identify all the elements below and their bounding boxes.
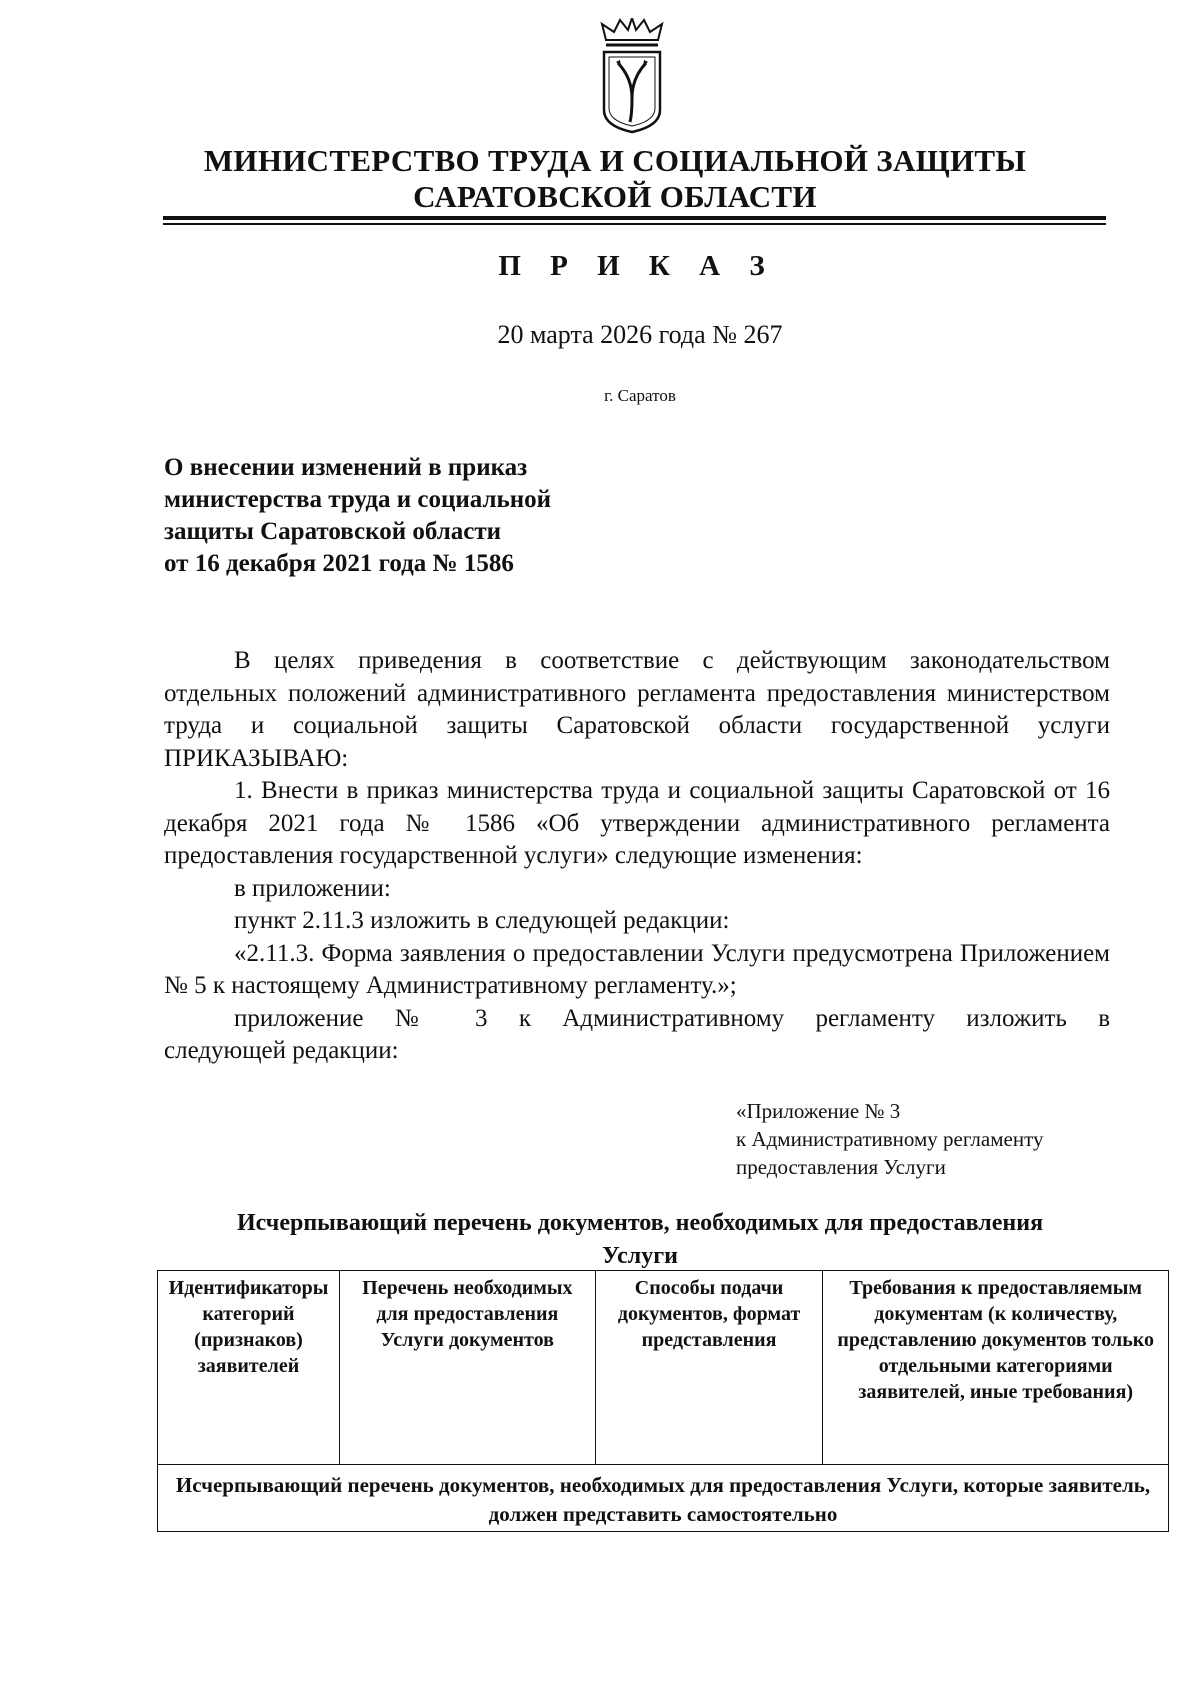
document-date-number: 20 марта 2026 года № 267 — [497, 320, 783, 349]
body-paragraph: пункт 2.11.3 изложить в следующей редакции: — [234, 907, 730, 934]
body-paragraph: «2.11.3. Форма заявления о предоставлении Услуги предусмотрена Приложением № 5 к настоящему Административному регламенту.»; — [164, 939, 1110, 999]
ministry-name-line1: МИНИСТЕРСТВО ТРУДА И СОЦИАЛЬНОЙ ЗАЩИТЫ — [203, 143, 1027, 178]
subject-line: О внесении изменений в приказ — [164, 454, 528, 481]
document-type: П Р И К А З — [498, 250, 776, 282]
body-paragraph: В целях приведения в соответствие с действующим законодательством отдельных положений административного регламента предоставления министерством труда и социальной защиты Саратовской области государственной услуги ПРИКАЗЫВАЮ: — [164, 647, 1110, 772]
appendix-line: к Административному регламенту — [736, 1127, 1044, 1151]
table-header-cell: Требования к предоставляемым документам (к количеству, представлению документов только отдельными категориями заявителей, иные требования) — [823, 1271, 1169, 1465]
table-header-cell: Перечень необходимых для предоставления Услуги документов — [339, 1271, 595, 1465]
subject-line: министерства труда и социальной — [164, 486, 552, 513]
table-section-cell: Исчерпывающий перечень документов, необходимых для предоставления Услуги, которые заявитель, должен представить самостоятельно — [158, 1465, 1169, 1532]
table-header-cell: Идентификаторы категорий (признаков) заявителей — [158, 1271, 340, 1465]
table-header-cell: Способы подачи документов, формат представления — [595, 1271, 823, 1465]
table-header-row — [158, 1271, 1169, 1465]
document-subject — [164, 452, 724, 580]
documents-table — [157, 1270, 1169, 1532]
body-paragraph: приложение № 3 к Административному регламенту изложить в — [234, 1004, 1110, 1032]
subject-line: защиты Саратовской области — [164, 518, 502, 545]
appendix-reference — [736, 1097, 1043, 1181]
body-paragraph: 1. Внести в приказ министерства труда и социальной защиты Саратовской от 16 декабря 2021 года № 1586 «Об утверждении административного регламента предоставления государственной услуги» следующие изменения: — [164, 777, 1110, 869]
table-title: Исчерпывающий перечень документов, необходимых для предоставления Услуги — [236, 1210, 1044, 1269]
ministry-name-line2: САРАТОВСКОЙ ОБЛАСТИ — [413, 179, 817, 214]
body-paragraph: в приложении: — [234, 874, 391, 902]
subject-line: от 16 декабря 2021 года № 1586 — [164, 550, 514, 577]
body-paragraph: следующей редакции: — [164, 1037, 399, 1064]
header-divider-thick — [163, 216, 1106, 220]
document-body — [164, 645, 1110, 1068]
appendix-line: «Приложение № 3 — [736, 1099, 901, 1123]
appendix-line: предоставления Услуги — [736, 1155, 946, 1179]
header-divider-thin — [163, 223, 1106, 225]
coat-of-arms-icon — [598, 18, 666, 134]
table-row — [158, 1465, 1169, 1532]
document-city: г. Саратов — [604, 386, 676, 405]
